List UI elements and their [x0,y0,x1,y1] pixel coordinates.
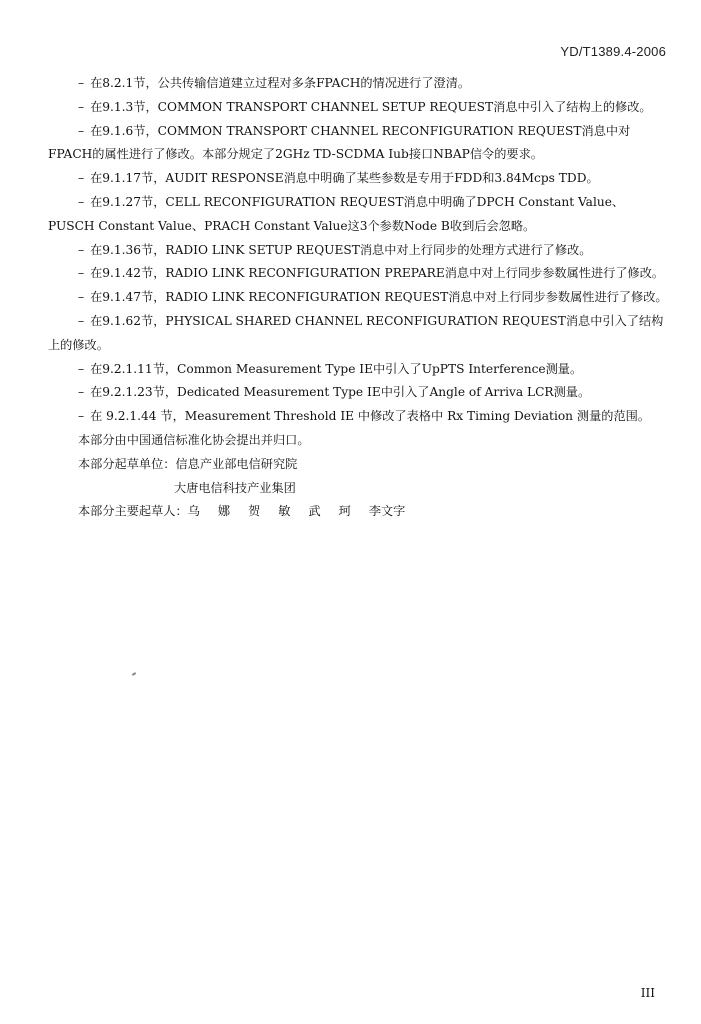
list-dash: – [78,385,85,400]
list-dash: – [78,361,85,376]
list-dash: – [78,194,85,209]
revision-text: 在9.1.17节，AUDIT RESPONSE消息中明确了某些参数是专用于FDD和3.84Mcps TDD。 [90,171,599,186]
revision-text: 在9.2.1.23节，Dedicated Measurement Type IE中引入了Angle of Arriva LCR测量。 [90,385,591,400]
revision-text: 在9.1.27节，CELL RECONFIGURATION REQUEST消息中明确了DPCH Constant Value、PUSCH Constant Value、PRACH Constant Value这3个参数Node B收到后会忽略。 [48,194,625,233]
revision-item [48,239,668,263]
revision-text: 在9.1.62节，PHYSICAL SHARED CHANNEL RECONFIGURATION REQUEST消息中引入了结构上的修改。 [48,313,664,352]
revision-item [48,167,668,191]
list-dash: – [78,123,85,138]
revision-item [48,381,668,405]
revision-text: 在9.1.47节，RADIO LINK RECONFIGURATION REQUEST消息中对上行同步参数属性进行了修改。 [90,290,668,305]
revision-item [48,191,668,239]
list-dash: – [78,171,85,186]
drafter-name: 敏 [278,504,291,519]
revision-item [48,120,668,168]
revision-text: 在9.1.36节，RADIO LINK SETUP REQUEST消息中对上行同步的处理方式进行了修改。 [90,242,592,257]
revision-item [48,358,668,382]
drafter-name: 珂 [338,504,351,519]
revision-text: 在 9.2.1.44 节，Measurement Threshold IE 中修改了表格中 Rx Timing Deviation 测量的范围。 [90,409,651,424]
list-dash: – [78,242,85,257]
drafter-names [188,504,424,518]
revision-notes [48,72,668,524]
revision-item [48,310,668,358]
revision-text: 在9.1.3节，COMMON TRANSPORT CHANNEL SETUP REQUEST消息中引入了结构上的修改。 [90,99,652,114]
drafting-unit-1: 信息产业部电信研究院 [175,456,298,471]
list-dash: – [78,76,85,90]
drafting-unit-2: 大唐电信科技产业集团 [174,480,296,495]
list-dash: – [78,290,85,305]
list-dash: – [78,266,85,281]
revision-text: 在9.1.42节，RADIO LINK RECONFIGURATION PREPARE消息中对上行同步参数属性进行了修改。 [90,266,665,281]
drafters [48,500,668,524]
drafter-name: 李文字 [368,504,406,519]
revision-item [48,405,668,429]
drafter-name: 娜 [217,504,231,519]
revision-text: 在8.2.1节，公共传输信道建立过程对多条FPACH的情况进行了澄清。 [90,76,471,90]
drafting-units-label: 本部分起草单位： [78,456,176,471]
page-number: III [640,986,655,1000]
revision-item [48,286,668,310]
revision-text: 在9.1.6节，COMMON TRANSPORT CHANNEL RECONFIGURATION REQUEST消息中对FPACH的属性进行了修改。本部分规定了2GHz TD-SCDMA Iub接口NBAP信令的要求。 [48,123,631,162]
drafters-label: 本部分主要起草人： [78,504,188,519]
proposer-statement: 本部分由中国通信标准化协会提出并归口。 [78,432,310,447]
revision-text: 在9.2.1.11节，Common Measurement Type IE中引入了UpPTS Interference测量。 [90,361,583,376]
revision-item [48,72,668,96]
drafter-name: 贺 [248,504,261,519]
drafter-name: 乌 [187,504,200,519]
list-dash: – [78,313,85,328]
drafting-units [48,453,668,477]
drafter-name: 武 [308,504,321,519]
document-code: YD/T1389.4-2006 [560,44,666,59]
revision-item [48,96,668,120]
list-dash: – [78,99,85,114]
revision-item [48,262,668,286]
scan-speck [132,672,136,676]
list-dash: – [78,409,85,424]
